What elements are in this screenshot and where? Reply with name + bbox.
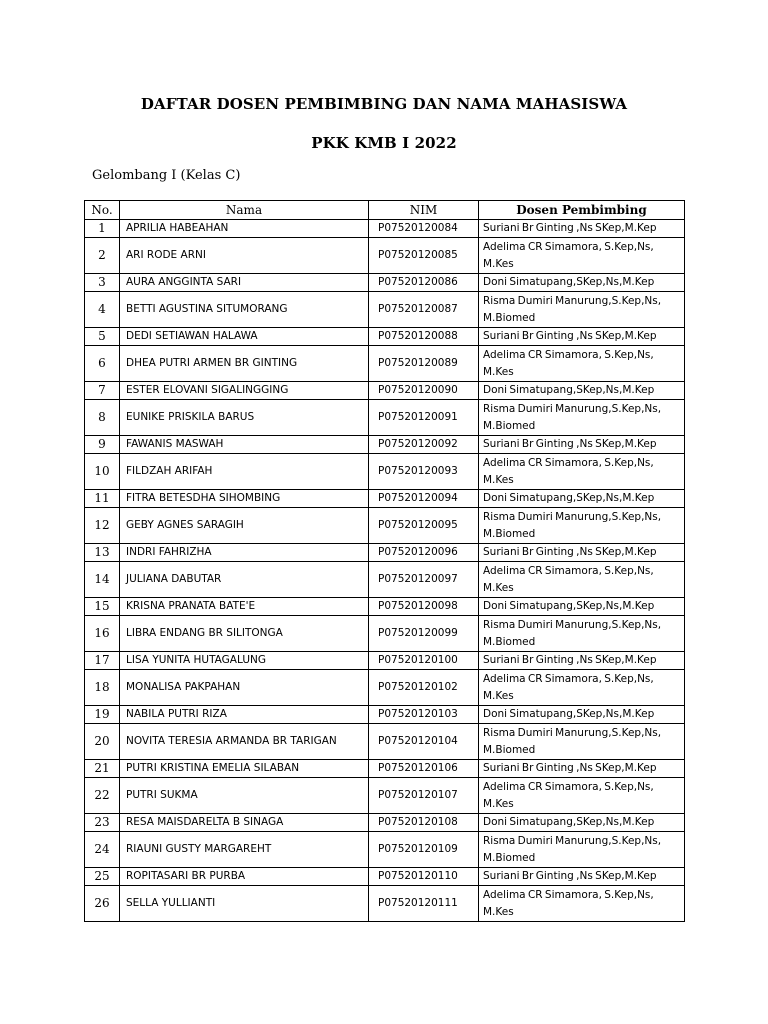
supervisor-name: Adelima CR Simamora, S.Kep,Ns, M.Kes [479,670,685,706]
student-name: JULIANA DABUTAR [120,562,369,598]
supervisor-name: Adelima CR Simamora, S.Kep,Ns, M.Kes [479,454,685,490]
supervisor-name: Adelima CR Simamora, S.Kep,Ns, M.Kes [479,238,685,274]
row-number: 7 [85,382,120,400]
supervisor-name: Risma Dumiri Manurung,S.Kep,Ns, M.Biomed [479,400,685,436]
student-nim: P07520120086 [369,274,479,292]
table-row [85,238,685,274]
table-row [85,328,685,346]
student-nim: P07520120103 [369,706,479,724]
student-name: PUTRI SUKMA [120,778,369,814]
student-name: NOVITA TERESIA ARMANDA BR TARIGAN [120,724,369,760]
table-row [85,616,685,652]
table-row [85,220,685,238]
table-row [85,544,685,562]
row-number: 8 [85,400,120,436]
supervisor-name: Adelima CR Simamora, S.Kep,Ns, M.Kes [479,778,685,814]
table-row [85,292,685,328]
student-name: RESA MAISDARELTA B SINAGA [120,814,369,832]
document-subtitle: PKK KMB I 2022 [311,134,457,152]
row-number: 24 [85,832,120,868]
table-row [85,346,685,382]
student-nim: P07520120090 [369,382,479,400]
student-nim: P07520120107 [369,778,479,814]
row-number: 23 [85,814,120,832]
student-name: PUTRI KRISTINA EMELIA SILABAN [120,760,369,778]
student-name: RIAUNI GUSTY MARGAREHT [120,832,369,868]
student-nim: P07520120094 [369,490,479,508]
supervisor-name: Adelima CR Simamora, S.Kep,Ns, M.Kes [479,886,685,922]
document-title: DAFTAR DOSEN PEMBIMBING DAN NAMA MAHASISWA [140,95,628,113]
supervisor-name: Risma Dumiri Manurung,S.Kep,Ns, M.Biomed [479,508,685,544]
student-supervisor-table [84,200,685,922]
row-number: 26 [85,886,120,922]
student-nim: P07520120109 [369,832,479,868]
table-row [85,706,685,724]
supervisor-name: Doni Simatupang,SKep,Ns,M.Kep [479,490,685,508]
row-number: 4 [85,292,120,328]
student-nim: P07520120106 [369,760,479,778]
supervisor-name: Risma Dumiri Manurung,S.Kep,Ns, M.Biomed [479,724,685,760]
student-nim: P07520120102 [369,670,479,706]
row-number: 1 [85,220,120,238]
table-row [85,832,685,868]
table-row [85,454,685,490]
supervisor-name: Doni Simatupang,SKep,Ns,M.Kep [479,814,685,832]
student-nim: P07520120099 [369,616,479,652]
supervisor-name: Doni Simatupang,SKep,Ns,M.Kep [479,598,685,616]
header-nama: Nama [120,201,369,220]
student-name: FAWANIS MASWAH [120,436,369,454]
student-nim: P07520120093 [369,454,479,490]
supervisor-name: Doni Simatupang,SKep,Ns,M.Kep [479,274,685,292]
student-name: BETTI AGUSTINA SITUMORANG [120,292,369,328]
student-nim: P07520120100 [369,652,479,670]
table-row [85,436,685,454]
student-nim: P07520120108 [369,814,479,832]
row-number: 14 [85,562,120,598]
header-nim: NIM [369,201,479,220]
table-row [85,508,685,544]
student-name: AURA ANGGINTA SARI [120,274,369,292]
table-header-row [85,201,685,220]
table-row [85,562,685,598]
student-nim: P07520120085 [369,238,479,274]
table-row [85,490,685,508]
row-number: 10 [85,454,120,490]
student-name: FITRA BETESDHA SIHOMBING [120,490,369,508]
table-row [85,814,685,832]
row-number: 9 [85,436,120,454]
student-name: LISA YUNITA HUTAGALUNG [120,652,369,670]
row-number: 12 [85,508,120,544]
table-row [85,670,685,706]
supervisor-name: Adelima CR Simamora, S.Kep,Ns, M.Kes [479,562,685,598]
student-name: DEDI SETIAWAN HALAWA [120,328,369,346]
supervisor-name: Suriani Br Ginting ,Ns SKep,M.Kep [479,220,685,238]
student-nim: P07520120092 [369,436,479,454]
supervisor-name: Suriani Br Ginting ,Ns SKep,M.Kep [479,436,685,454]
row-number: 16 [85,616,120,652]
student-name: EUNIKE PRISKILA BARUS [120,400,369,436]
student-name: SELLA YULLIANTI [120,886,369,922]
student-name: APRILIA HABEAHAN [120,220,369,238]
table-body [85,220,685,922]
supervisor-name: Suriani Br Ginting ,Ns SKep,M.Kep [479,544,685,562]
table-row [85,598,685,616]
row-number: 13 [85,544,120,562]
student-name: FILDZAH ARIFAH [120,454,369,490]
student-nim: P07520120097 [369,562,479,598]
row-number: 2 [85,238,120,274]
table-row [85,868,685,886]
student-name: ESTER ELOVANI SIGALINGGING [120,382,369,400]
student-name: MONALISA PAKPAHAN [120,670,369,706]
row-number: 15 [85,598,120,616]
row-number: 3 [85,274,120,292]
table-row [85,886,685,922]
student-nim: P07520120111 [369,886,479,922]
student-nim: P07520120110 [369,868,479,886]
student-name: LIBRA ENDANG BR SILITONGA [120,616,369,652]
row-number: 11 [85,490,120,508]
supervisor-name: Suriani Br Ginting ,Ns SKep,M.Kep [479,760,685,778]
supervisor-name: Adelima CR Simamora, S.Kep,Ns, M.Kes [479,346,685,382]
row-number: 6 [85,346,120,382]
table-row [85,724,685,760]
supervisor-name: Risma Dumiri Manurung,S.Kep,Ns, M.Biomed [479,292,685,328]
student-nim: P07520120084 [369,220,479,238]
table-row [85,778,685,814]
supervisor-name: Doni Simatupang,SKep,Ns,M.Kep [479,706,685,724]
student-nim: P07520120091 [369,400,479,436]
row-number: 25 [85,868,120,886]
student-nim: P07520120088 [369,328,479,346]
row-number: 18 [85,670,120,706]
student-name: ARI RODE ARNI [120,238,369,274]
table-row [85,760,685,778]
header-no: No. [85,201,120,220]
student-nim: P07520120096 [369,544,479,562]
row-number: 21 [85,760,120,778]
student-nim: P07520120095 [369,508,479,544]
group-label: Gelombang I (Kelas C) [92,168,241,183]
table-row [85,652,685,670]
supervisor-name: Doni Simatupang,SKep,Ns,M.Kep [479,382,685,400]
row-number: 22 [85,778,120,814]
supervisor-name: Suriani Br Ginting ,Ns SKep,M.Kep [479,328,685,346]
row-number: 19 [85,706,120,724]
student-nim: P07520120098 [369,598,479,616]
table-row [85,400,685,436]
supervisor-name: Risma Dumiri Manurung,S.Kep,Ns, M.Biomed [479,616,685,652]
student-nim: P07520120087 [369,292,479,328]
student-name: ROPITASARI BR PURBA [120,868,369,886]
header-dosen-pembimbing: Dosen Pembimbing [479,201,685,220]
supervisor-name: Suriani Br Ginting ,Ns SKep,M.Kep [479,868,685,886]
student-nim: P07520120104 [369,724,479,760]
student-name: INDRI FAHRIZHA [120,544,369,562]
student-nim: P07520120089 [369,346,479,382]
table-row [85,274,685,292]
student-name: NABILA PUTRI RIZA [120,706,369,724]
student-name: GEBY AGNES SARAGIH [120,508,369,544]
student-name: KRISNA PRANATA BATE'E [120,598,369,616]
supervisor-name: Risma Dumiri Manurung,S.Kep,Ns, M.Biomed [479,832,685,868]
supervisor-name: Suriani Br Ginting ,Ns SKep,M.Kep [479,652,685,670]
row-number: 17 [85,652,120,670]
row-number: 5 [85,328,120,346]
table-row [85,382,685,400]
row-number: 20 [85,724,120,760]
student-name: DHEA PUTRI ARMEN BR GINTING [120,346,369,382]
